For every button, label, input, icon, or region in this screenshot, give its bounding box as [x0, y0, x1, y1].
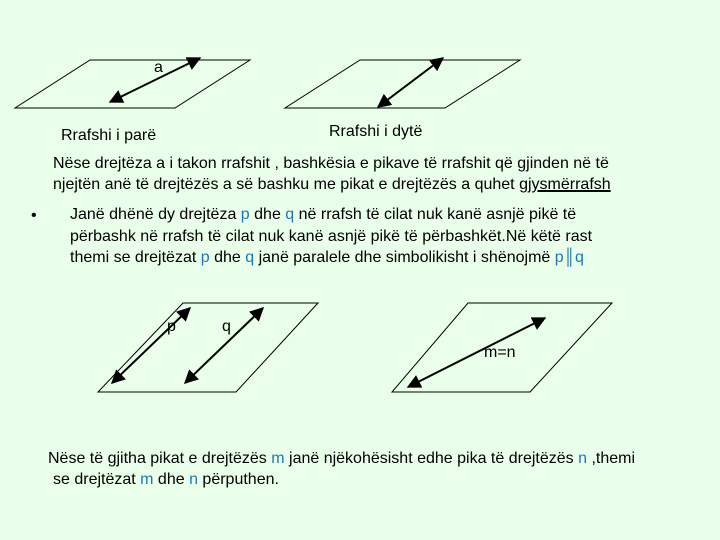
plane-second [285, 60, 520, 108]
label-plane-first: Rrafshi i parë [61, 127, 157, 144]
line-mn [408, 318, 545, 387]
plane-third [98, 303, 318, 392]
term-gjysmerrafsh: gjysmërrafsh [519, 176, 611, 193]
label-line-mn: m=n [484, 344, 516, 361]
label-line-q: q [222, 318, 231, 335]
label-line-p: p [167, 318, 176, 335]
bullet-marker: • [31, 207, 37, 224]
line-second-plane [378, 58, 443, 107]
paragraph1-line2: njejtën anë të drejtëzës a së bashku me pikat e drejtëzës a quhet gjysmërrafsh [53, 176, 611, 193]
label-line-a: a [154, 59, 163, 76]
plane-first [15, 60, 250, 108]
bullet-line2: përbashk në rrafsh të cilat nuk kanë asnjë pikë të përbashkët.Në këtë rast [70, 228, 593, 245]
paragraph2-line2: se drejtëzat m dhe n përputhen. [53, 471, 279, 488]
bullet-line1: Janë dhënë dy drejtëza p dhe q në rrafsh të cilat nuk kanë asnjë pikë të [70, 206, 577, 223]
line-p [112, 308, 190, 383]
label-plane-second: Rrafshi i dytë [329, 123, 423, 140]
paragraph1-line1: Nëse drejtëza a i takon rrafshit , bashkësia e pikave të rrafshit që gjinden në të [53, 155, 609, 172]
paragraph2-line1: Nëse të gjitha pikat e drejtëzës m janë njëkohësisht edhe pika të drejtëzës n ,themi [48, 450, 636, 467]
bullet-line3: themi se drejtëzat p dhe q janë paralele dhe simbolikisht i shënojmë p║q [70, 249, 584, 266]
